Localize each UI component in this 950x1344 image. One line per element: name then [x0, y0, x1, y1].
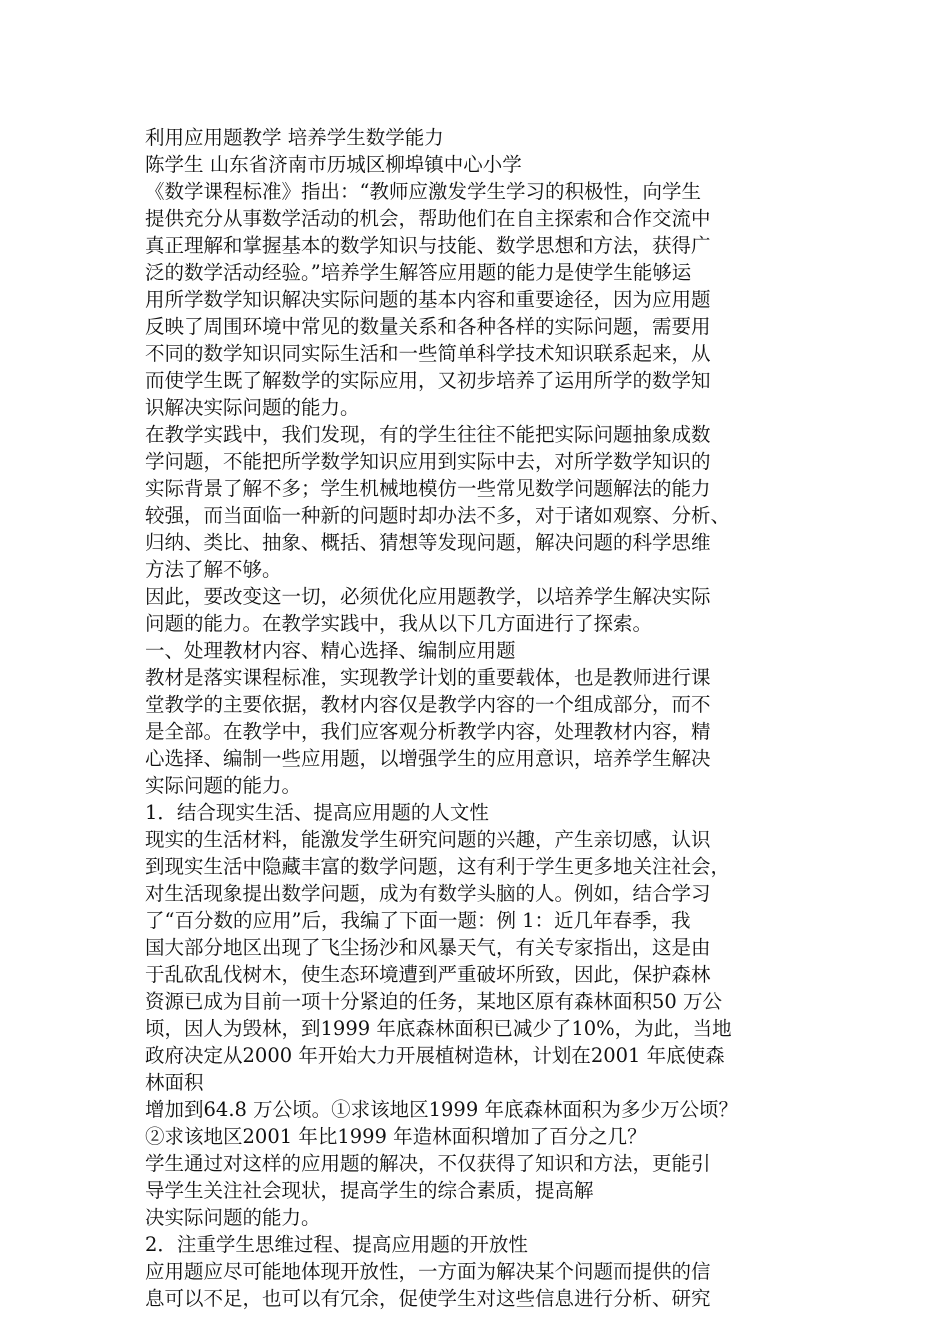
text-line: 反映了周围环境中常见的数量关系和各种各样的实际问题，需要用	[145, 315, 711, 338]
text-line: 而使学生既了解数学的实际应用，又初步培养了运用所学的数学知	[145, 369, 711, 392]
text-line: 心选择、编制一些应用题，以增强学生的应用意识，培养学生解决	[145, 747, 711, 770]
text-line: 林面积	[145, 1071, 204, 1094]
text-line: 一、处理教材内容、精心选择、编制应用题	[145, 639, 516, 662]
text-line: 学问题，不能把所学数学知识应用到实际中去，对所学数学知识的	[145, 450, 711, 473]
text-line: 识解决实际问题的能力。	[145, 396, 360, 419]
document-body	[145, 124, 805, 1312]
text-line: 顷，因人为毁林，到1999 年底森林面积已减少了10%，为此，当地	[145, 1017, 732, 1040]
body-text	[145, 178, 805, 1312]
text-line: 国大部分地区出现了飞尘扬沙和风暴天气，有关专家指出，这是由	[145, 936, 711, 959]
text-line: 政府决定从2000 年开始大力开展植树造林，计划在2001 年底使森	[145, 1044, 725, 1067]
text-line: 到现实生活中隐藏丰富的数学问题，这有利于学生更多地关注社会，	[145, 855, 731, 878]
text-line: 实际背景了解不多；学生机械地模仿一些常见数学问题解法的能力	[145, 477, 711, 500]
text-line: 导学生关注社会现状，提高学生的综合素质，提高解	[145, 1179, 594, 1202]
text-line: 泛的数学活动经验。”培养学生解答应用题的能力是使学生能够运	[145, 261, 692, 284]
text-line: 不同的数学知识同实际生活和一些简单科学技术知识联系起来，从	[145, 342, 711, 365]
text-line: 1．结合现实生活、提高应用题的人文性	[145, 801, 489, 824]
text-line: 现实的生活材料，能激发学生研究问题的兴趣，产生亲切感，认识	[145, 828, 711, 851]
text-line: 堂教学的主要依据，教材内容仅是教学内容的一个组成部分，而不	[145, 693, 711, 716]
text-line: 了“百分数的应用”后，我编了下面一题：例 1：近几年春季，我	[145, 909, 691, 932]
text-line: 方法了解不够。	[145, 558, 282, 581]
text-line: 归纳、类比、抽象、概括、猜想等发现问题，解决问题的科学思维	[145, 531, 711, 554]
text-line: 用所学数学知识解决实际问题的基本内容和重要途径，因为应用题	[145, 288, 711, 311]
text-line: 2．注重学生思维过程、提高应用题的开放性	[145, 1233, 528, 1256]
text-line: 对生活现象提出数学问题，成为有数学头脑的人。例如，结合学习	[145, 882, 711, 905]
text-line: 《数学课程标准》指出：“教师应激发学生学习的积极性，向学生	[145, 180, 701, 203]
text-line: 问题的能力。在教学实践中，我从以下几方面进行了探索。	[145, 612, 653, 635]
text-line: 资源已成为目前一项十分紧迫的任务，某地区原有森林面积50 万公	[145, 990, 723, 1013]
text-line: 教材是落实课程标准，实现教学计划的重要载体，也是教师进行课	[145, 666, 711, 689]
text-line: 提供充分从事数学活动的机会，帮助他们在自主探索和合作交流中	[145, 207, 711, 230]
text-line: 决实际问题的能力。	[145, 1206, 321, 1229]
text-line: 是全部。在教学中，我们应客观分析教学内容，处理教材内容，精	[145, 720, 711, 743]
text-line: 息可以不足，也可以有冗余，促使学生对这些信息进行分析、研究	[145, 1287, 711, 1310]
text-line: 在教学实践中，我们发现，有的学生往往不能把实际问题抽象成数	[145, 423, 711, 446]
text-line: 因此，要改变这一切，必须优化应用题教学，以培养学生解决实际	[145, 585, 711, 608]
text-line: 应用题应尽可能地体现开放性，一方面为解决某个问题而提供的信	[145, 1260, 711, 1283]
text-line: 真正理解和掌握基本的数学知识与技能、数学思想和方法，获得广	[145, 234, 711, 257]
text-line: ②求该地区2001 年比1999 年造林面积增加了百分之几？	[145, 1125, 647, 1148]
document-title: 利用应用题教学 培养学生数学能力	[145, 126, 444, 149]
text-line: 学生通过对这样的应用题的解决，不仅获得了知识和方法，更能引	[145, 1152, 711, 1175]
text-line: 实际问题的能力。	[145, 774, 302, 797]
text-line: 于乱砍乱伐树木，使生态环境遭到严重破坏所致，因此，保护森林	[145, 963, 711, 986]
text-line: 较强，而当面临一种新的问题时却办法不多，对于诸如观察、分析、	[145, 504, 731, 527]
author-line: 陈学生 山东省济南市历城区柳埠镇中心小学	[145, 153, 522, 176]
text-line: 增加到64.8 万公顷。①求该地区1999 年底森林面积为多少万公顷？	[145, 1098, 738, 1121]
